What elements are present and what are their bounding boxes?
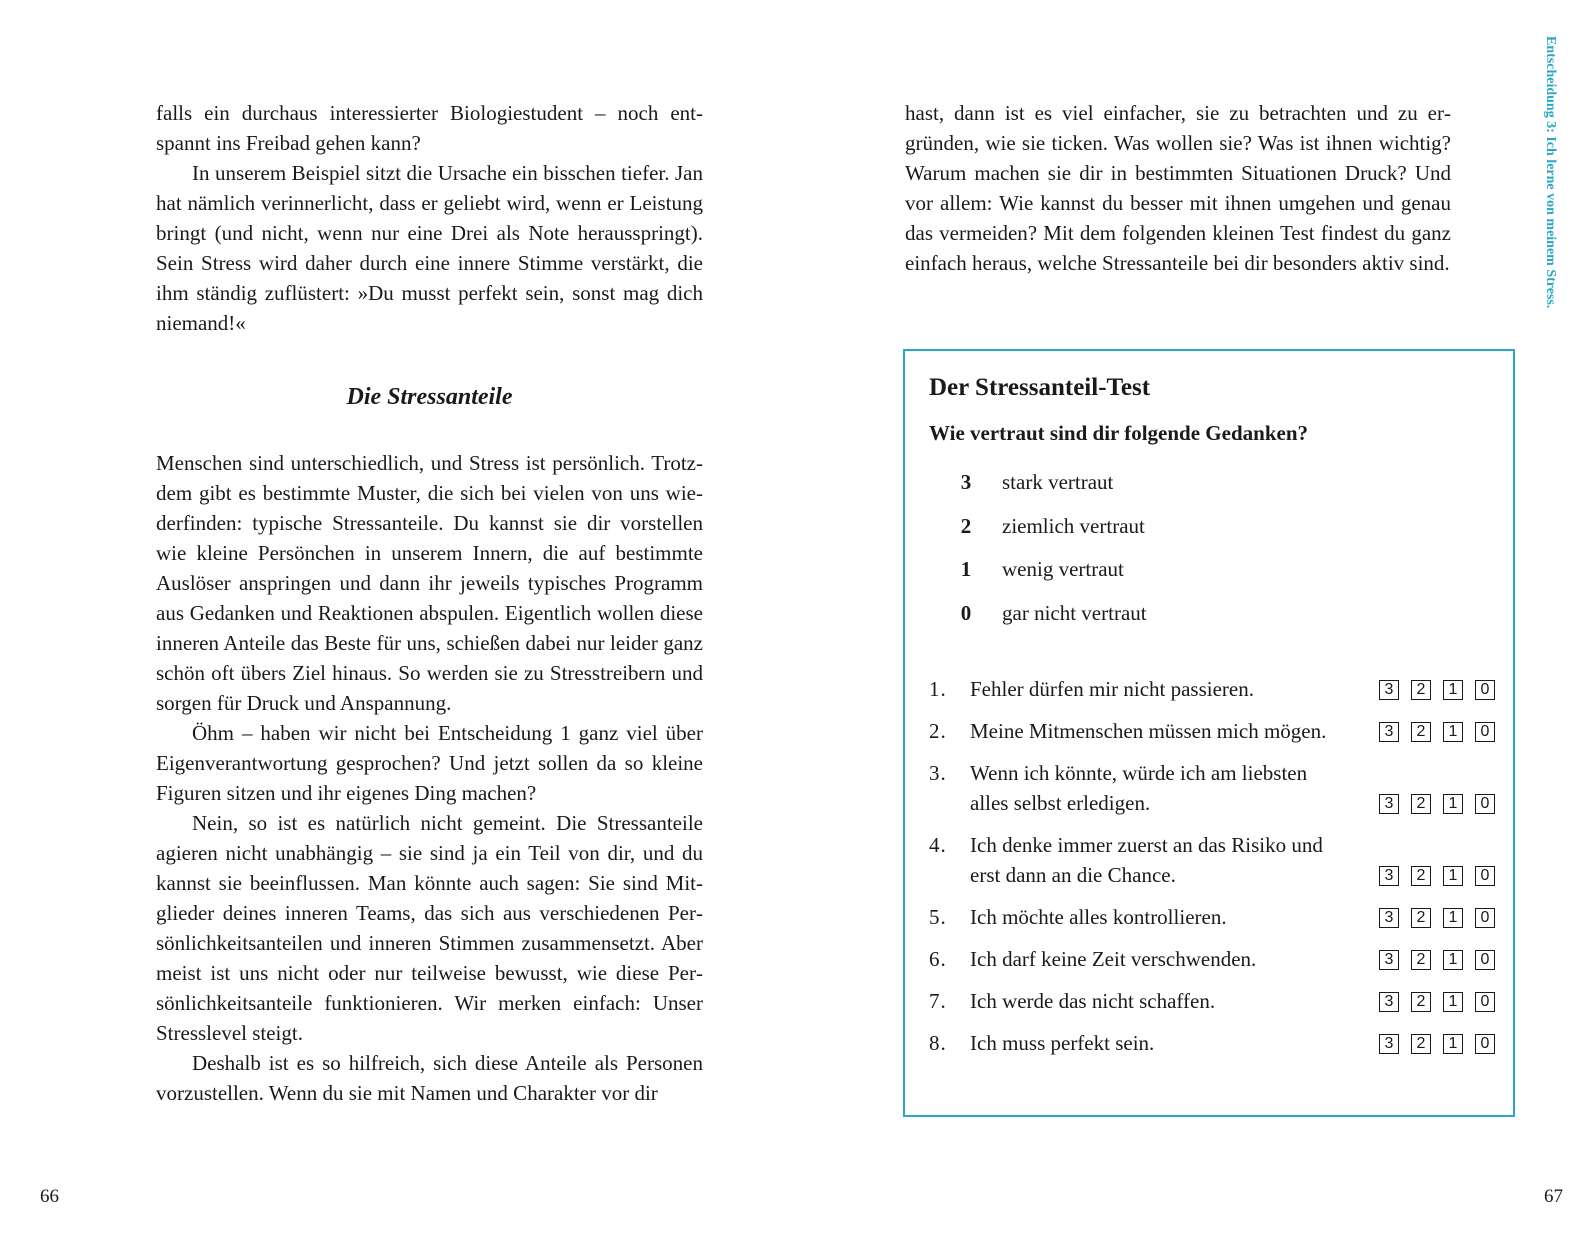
- scale-value: 3: [960, 470, 972, 495]
- test-item-row: [929, 902, 1495, 932]
- scale-row: [929, 548, 1489, 592]
- rating-checkbox[interactable]: 0: [1475, 950, 1495, 970]
- rating-checkbox[interactable]: 0: [1475, 1034, 1495, 1054]
- rating-checkboxes: [1379, 908, 1495, 928]
- rating-checkboxes: [1379, 950, 1495, 970]
- item-text: Ich möchte alles kontrollieren.: [970, 905, 1227, 929]
- item-number: 7.: [929, 989, 947, 1013]
- stress-test-box: [903, 349, 1515, 1117]
- rating-checkbox[interactable]: 1: [1443, 680, 1463, 700]
- paragraph: Öhm – haben wir nicht bei Entscheidung 1 ganz viel über Eigenverantwortung gesprochen? Und jetzt sollen da so kleine Figuren sitzen und ihr eigenes Ding machen?: [156, 721, 703, 805]
- item-number: 4.: [929, 833, 947, 857]
- rating-checkboxes: [1379, 680, 1495, 700]
- rating-checkbox[interactable]: 3: [1379, 1034, 1399, 1054]
- rating-checkbox[interactable]: 2: [1411, 680, 1431, 700]
- item-text: Meine Mitmenschen müssen mich mögen.: [970, 719, 1327, 743]
- scale-label: stark vertraut: [1002, 470, 1114, 495]
- rating-checkbox[interactable]: 2: [1411, 794, 1431, 814]
- rating-checkbox[interactable]: 1: [1443, 992, 1463, 1012]
- test-item-row: [929, 1028, 1495, 1058]
- rating-checkboxes: [1379, 722, 1495, 742]
- scale-row: [929, 592, 1489, 636]
- rating-checkbox[interactable]: 2: [1411, 866, 1431, 886]
- rating-checkbox[interactable]: 2: [1411, 722, 1431, 742]
- paragraph: In unserem Beispiel sitzt die Ursache ein bisschen tiefer. Jan hat nämlich verinnerlicht, dass er geliebt wird, wenn er Leistung bringt (und nicht, wenn nur eine Drei als Note herausspringt). Sein Stress wird daher durch eine innere Stimme verstärkt, die ihm ständig zuflüstert: »Du musst perfekt sein, sonst mag dich niemand!«: [156, 161, 703, 335]
- rating-scale-legend: [929, 461, 1489, 635]
- item-number: 3.: [929, 761, 947, 785]
- rating-checkbox[interactable]: 0: [1475, 722, 1495, 742]
- test-item-row: [929, 944, 1495, 974]
- item-text: Ich muss perfekt sein.: [970, 1031, 1155, 1055]
- scale-value: 1: [960, 557, 972, 582]
- rating-checkbox[interactable]: 0: [1475, 680, 1495, 700]
- rating-checkboxes: [1379, 866, 1495, 886]
- rating-checkbox[interactable]: 2: [1411, 908, 1431, 928]
- rating-checkbox[interactable]: 2: [1411, 1034, 1431, 1054]
- rating-checkbox[interactable]: 1: [1443, 908, 1463, 928]
- rating-checkbox[interactable]: 3: [1379, 950, 1399, 970]
- scale-row: [929, 461, 1489, 505]
- item-number: 1.: [929, 677, 947, 701]
- scale-label: gar nicht vertraut: [1002, 600, 1147, 625]
- rating-checkbox[interactable]: 3: [1379, 992, 1399, 1012]
- item-number: 2.: [929, 719, 947, 743]
- rating-checkbox[interactable]: 2: [1411, 992, 1431, 1012]
- rating-checkbox[interactable]: 1: [1443, 794, 1463, 814]
- test-item-row: [929, 674, 1495, 704]
- rating-checkbox[interactable]: 2: [1411, 950, 1431, 970]
- rating-checkboxes: [1379, 794, 1495, 814]
- paragraph: falls ein durchaus interessierter Biologiestudent – noch entspannt ins Freibad gehen kann?: [156, 101, 703, 155]
- rating-checkbox[interactable]: 0: [1475, 794, 1495, 814]
- test-item-row: [929, 986, 1495, 1016]
- right-text-column: [905, 98, 1451, 278]
- rating-checkbox[interactable]: 3: [1379, 794, 1399, 814]
- section-heading: Die Stressanteile: [346, 384, 513, 410]
- test-items-list: [929, 674, 1495, 1058]
- test-item-row: [929, 758, 1495, 818]
- scale-label: ziemlich vertraut: [1002, 513, 1145, 538]
- rating-checkbox[interactable]: 3: [1379, 680, 1399, 700]
- test-item-row: [929, 830, 1495, 890]
- item-text: Ich werde das nicht schaffen.: [970, 989, 1216, 1013]
- right-page: [797, 0, 1594, 1240]
- item-text: Wenn ich könnte, würde ich am liebsten alles selbst erledigen.: [970, 761, 1308, 815]
- rating-checkbox[interactable]: 0: [1475, 866, 1495, 886]
- rating-checkbox[interactable]: 0: [1475, 992, 1495, 1012]
- page-number: 66: [40, 1186, 59, 1207]
- left-text-column: [156, 98, 703, 1108]
- item-text: Ich darf keine Zeit verschwenden.: [970, 947, 1257, 971]
- scale-label: wenig vertraut: [1002, 557, 1124, 582]
- test-title: Der Stressanteil-Test: [929, 374, 1151, 401]
- rating-checkbox[interactable]: 0: [1475, 908, 1495, 928]
- rating-checkbox[interactable]: 3: [1379, 908, 1399, 928]
- test-item-row: [929, 716, 1495, 746]
- item-text: Fehler dürfen mir nicht passieren.: [970, 677, 1254, 701]
- paragraph: hast, dann ist es viel einfacher, sie zu betrachten und zu ergründen, wie sie ticken. Was wollen sie? Was ist ihnen wichtig? Warum machen sie dir in bestimmten Situationen Druck? Und vor allem: Wie kannst du besser mit ihnen umgehen und genau das vermeiden? Mit dem folgenden kleinen Test findest du ganz einfach heraus, welche Stressanteile bei dir besonders aktiv sind.: [905, 101, 1451, 275]
- rating-checkbox[interactable]: 1: [1443, 866, 1463, 886]
- paragraph: Nein, so ist es natürlich nicht gemeint. Die Stressanteile agieren nicht unabhängig – sie sind ja ein Teil von dir, und du kannst sie beeinflussen. Man könnte auch sagen: Sie sind Mitglieder deines inneren Teams, das sich aus verschiedenen Persönlichkeitsanteilen und inneren Stimmen zusammensetzt. Aber meist ist uns nicht oder nur teilweise bewusst, wie diese Persönlichkeitsanteile funktionieren. Wir merken einfach: Unser Stresslevel steigt.: [156, 811, 703, 1045]
- scale-value: 0: [960, 600, 972, 625]
- item-text: Ich denke immer zuerst an das Risiko und erst dann an die Chance.: [970, 833, 1323, 887]
- rating-checkbox[interactable]: 1: [1443, 722, 1463, 742]
- rating-checkbox[interactable]: 3: [1379, 866, 1399, 886]
- item-number: 8.: [929, 1031, 947, 1055]
- rating-checkbox[interactable]: 1: [1443, 1034, 1463, 1054]
- item-number: 6.: [929, 947, 947, 971]
- scale-row: [929, 505, 1489, 549]
- paragraph: Menschen sind unterschiedlich, und Stress ist persönlich. Trotzdem gibt es bestimmte Muster, die sich bei vielen von uns wiederfinden: typische Stressanteile. Du kannst sie dir vorstellen wie kleine Persönchen in unserem Innern, die auf bestimmte Auslöser anspringen und dann ihr jeweils typisches Programm aus Gedanken und Reaktionen abspulen. Eigentlich wollen diese inneren Anteile das Beste für uns, schießen dabei nur leider ganz schön oft übers Ziel hinaus. So werden sie zu Stresstreibern und sorgen für Druck und Anspannung.: [156, 451, 703, 715]
- chapter-side-label: Entscheidung 3: Ich lerne von meinem Stress.: [1543, 36, 1558, 309]
- page-number: 67: [1544, 1186, 1563, 1207]
- rating-checkboxes: [1379, 1034, 1495, 1054]
- rating-checkboxes: [1379, 992, 1495, 1012]
- item-number: 5.: [929, 905, 947, 929]
- test-question: Wie vertraut sind dir folgende Gedanken?: [929, 421, 1308, 445]
- paragraph: Deshalb ist es so hilfreich, sich diese Anteile als Personen vorzustellen. Wenn du sie mit Namen und Charakter vor dir: [156, 1051, 703, 1105]
- rating-checkbox[interactable]: 3: [1379, 722, 1399, 742]
- rating-checkbox[interactable]: 1: [1443, 950, 1463, 970]
- scale-value: 2: [960, 513, 972, 538]
